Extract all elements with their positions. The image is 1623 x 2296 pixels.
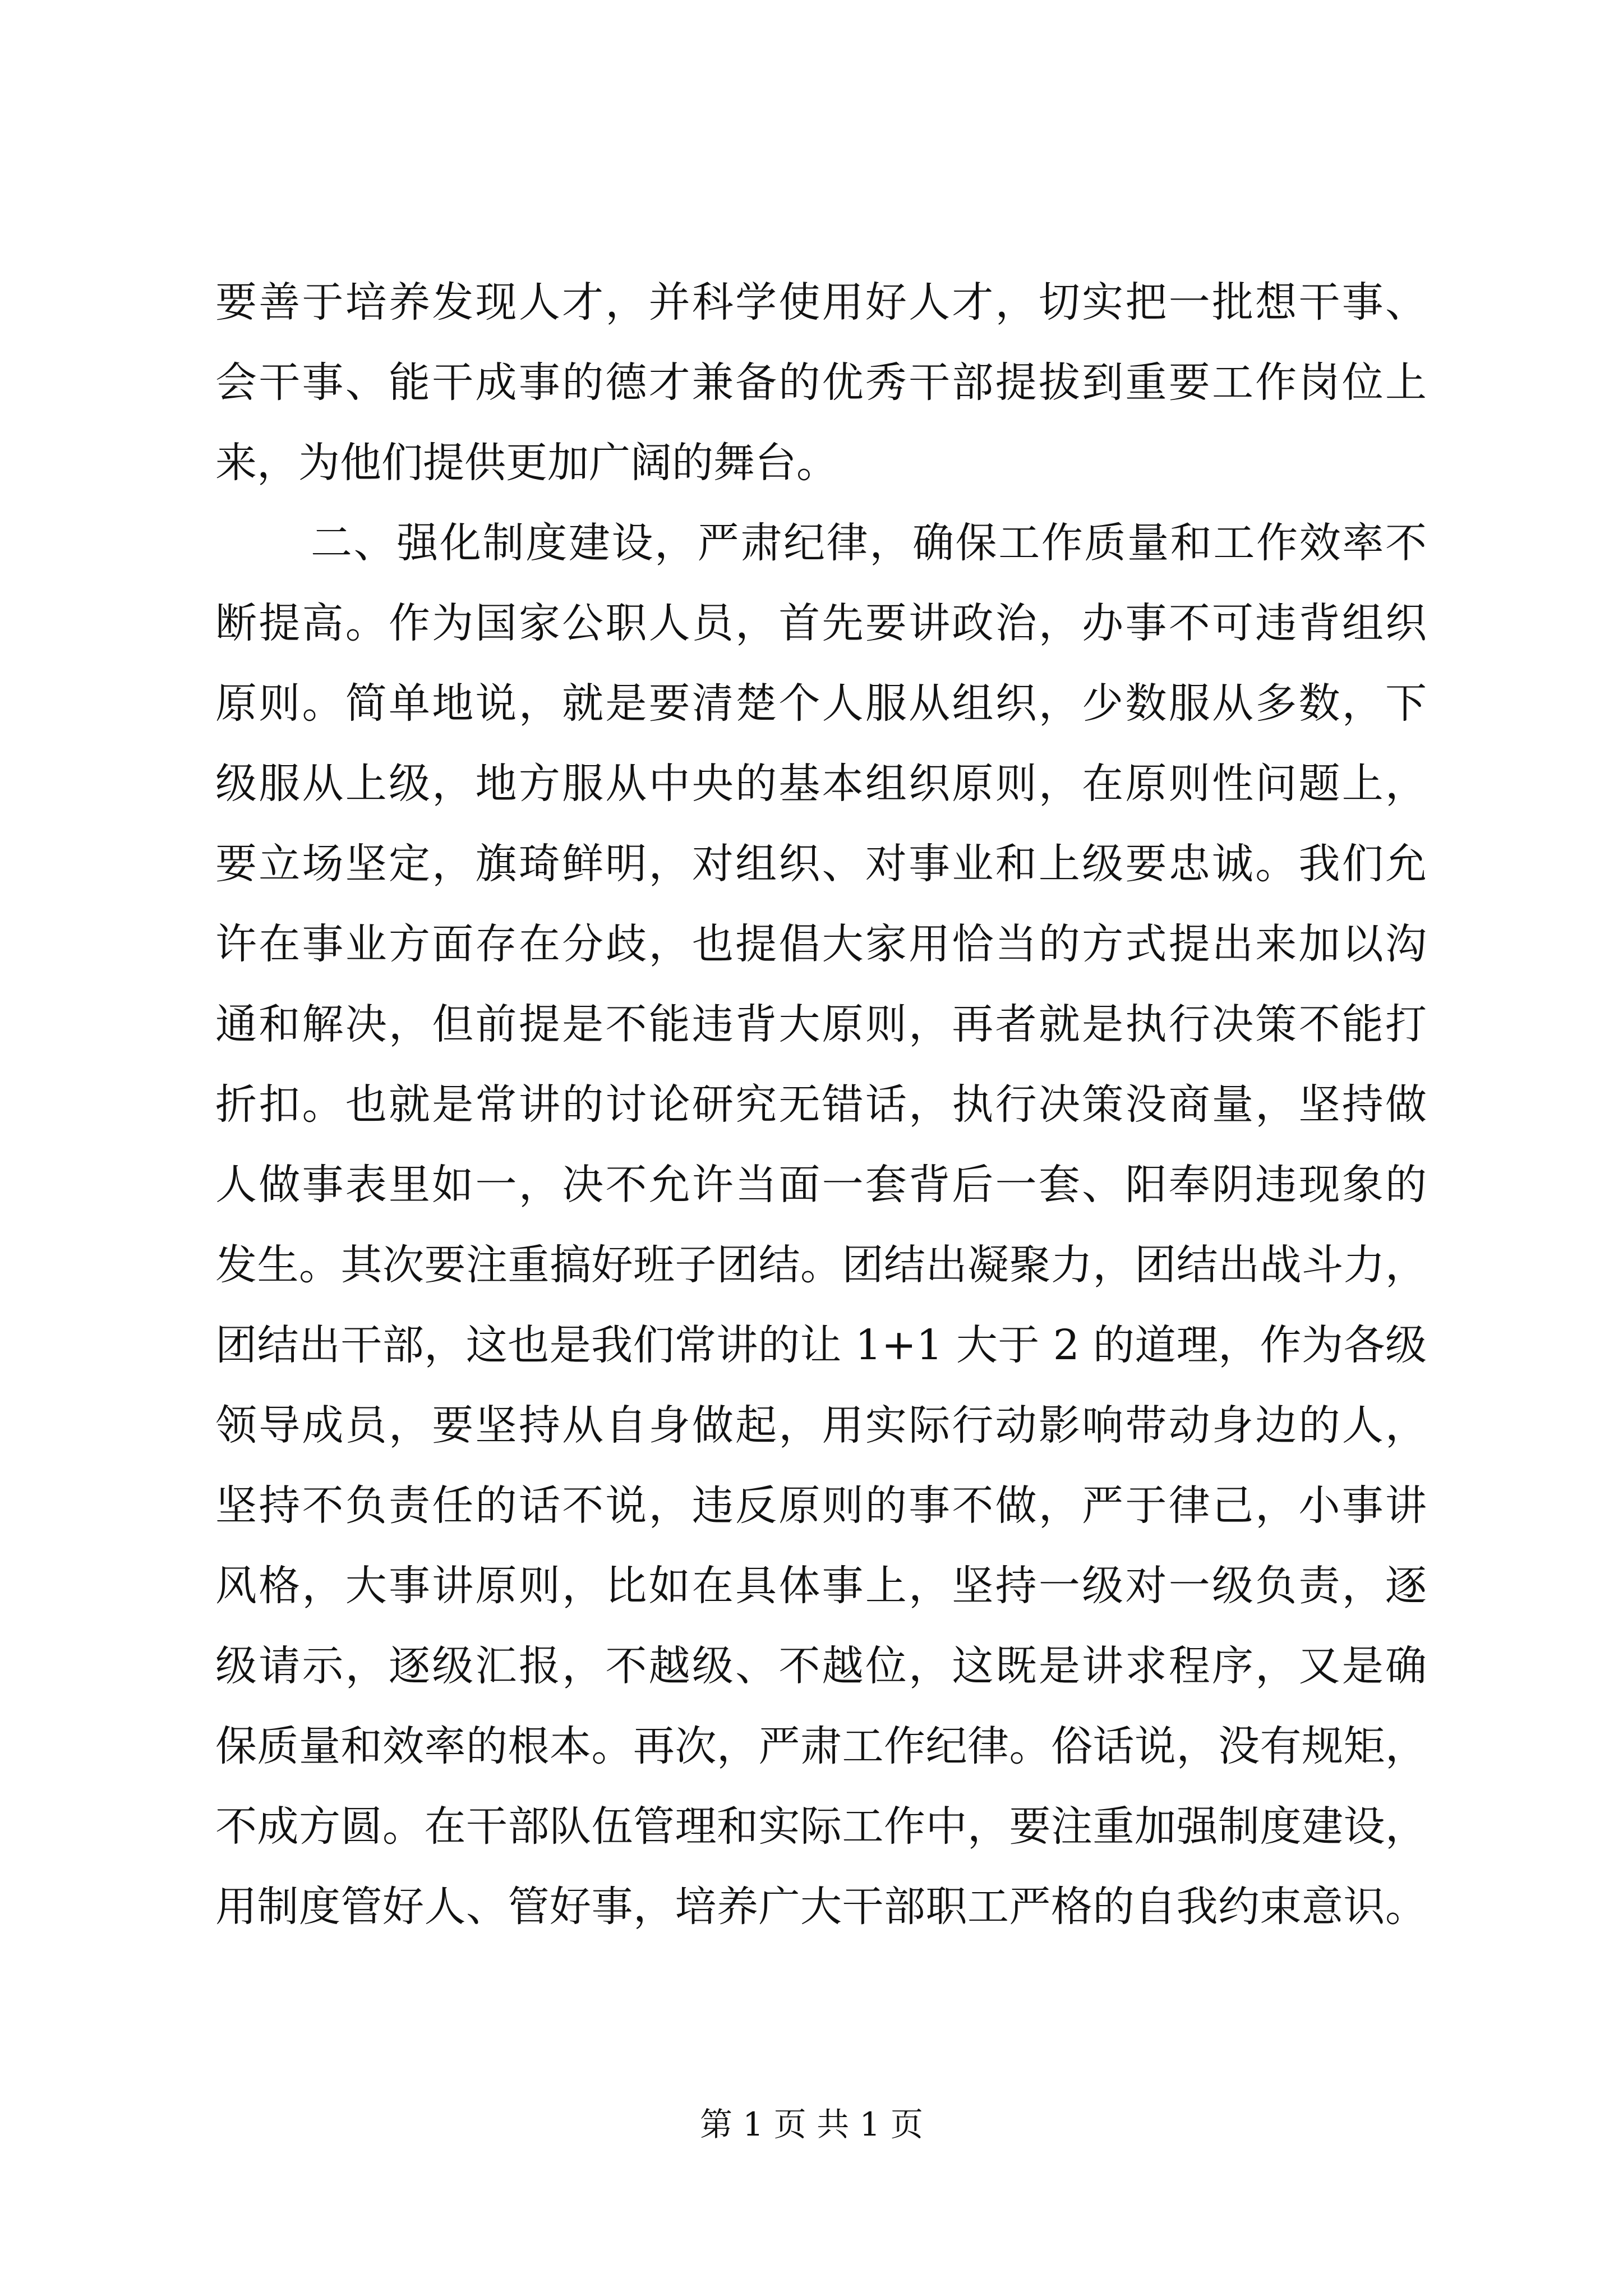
page-number-footer: 第 1 页 共 1 页 [700,2105,923,2143]
text-line: 坚持不负责任的话不说，违反原则的事不做，严于律己，小事讲 [215,1481,1427,1530]
text-line: 级请示，逐级汇报，不越级、不越位，这既是讲求程序，又是确 [215,1642,1427,1690]
text-line: 发生。其次要注重搞好班子团结。团结出凝聚力，团结出战斗力， [215,1241,1427,1289]
text-line: 人做事表里如一，决不允许当面一套背后一套、阳奉阴违现象的 [215,1161,1427,1209]
text-line: 许在事业方面存在分歧，也提倡大家用恰当的方式提出来加以沟 [215,920,1427,968]
text-line: 用制度管好人、管好事，培养广大干部职工严格的自我约束意识。 [215,1883,1427,1931]
text-line: 团结出干部，这也是我们常讲的让 1+1 大于 2 的道理，作为各级 [215,1321,1427,1369]
text-line: 保质量和效率的根本。再次，严肃工作纪律。俗话说，没有规矩， [215,1722,1427,1770]
text-line: 原则。简单地说，就是要清楚个人服从组织，少数服从多数，下 [215,679,1427,728]
text-line: 断提高。作为国家公职人员，首先要讲政治，办事不可违背组织 [215,599,1427,647]
text-line: 要立场坚定，旗琦鲜明，对组织、对事业和上级要忠诚。我们允 [215,840,1427,888]
text-line: 折扣。也就是常讲的讨论研究无错话，执行决策没商量，坚持做 [215,1080,1427,1129]
text-line: 要善于培养发现人才，并科学使用好人才，切实把一批想干事、 [215,278,1427,326]
text-line: 来，为他们提供更加广阔的舞台。 [215,439,838,487]
text-line: 通和解决，但前提是不能违背大原则，再者就是执行决策不能打 [215,1000,1427,1048]
document-body [215,263,1427,1947]
text-line: 会干事、能干成事的德才兼备的优秀干部提拔到重要工作岗位上 [215,358,1427,407]
text-line: 不成方圆。在干部队伍管理和实际工作中，要注重加强制度建设， [215,1802,1427,1851]
text-line: 领导成员，要坚持从自身做起，用实际行动影响带动身边的人， [215,1401,1427,1450]
section-heading-line: 二、强化制度建设，严肃纪律，确保工作质量和工作效率不 [311,519,1427,567]
text-line: 级服从上级，地方服从中央的基本组织原则，在原则性问题上， [215,760,1427,808]
text-line: 风格，大事讲原则，比如在具体事上，坚持一级对一级负责，逐 [215,1562,1427,1610]
